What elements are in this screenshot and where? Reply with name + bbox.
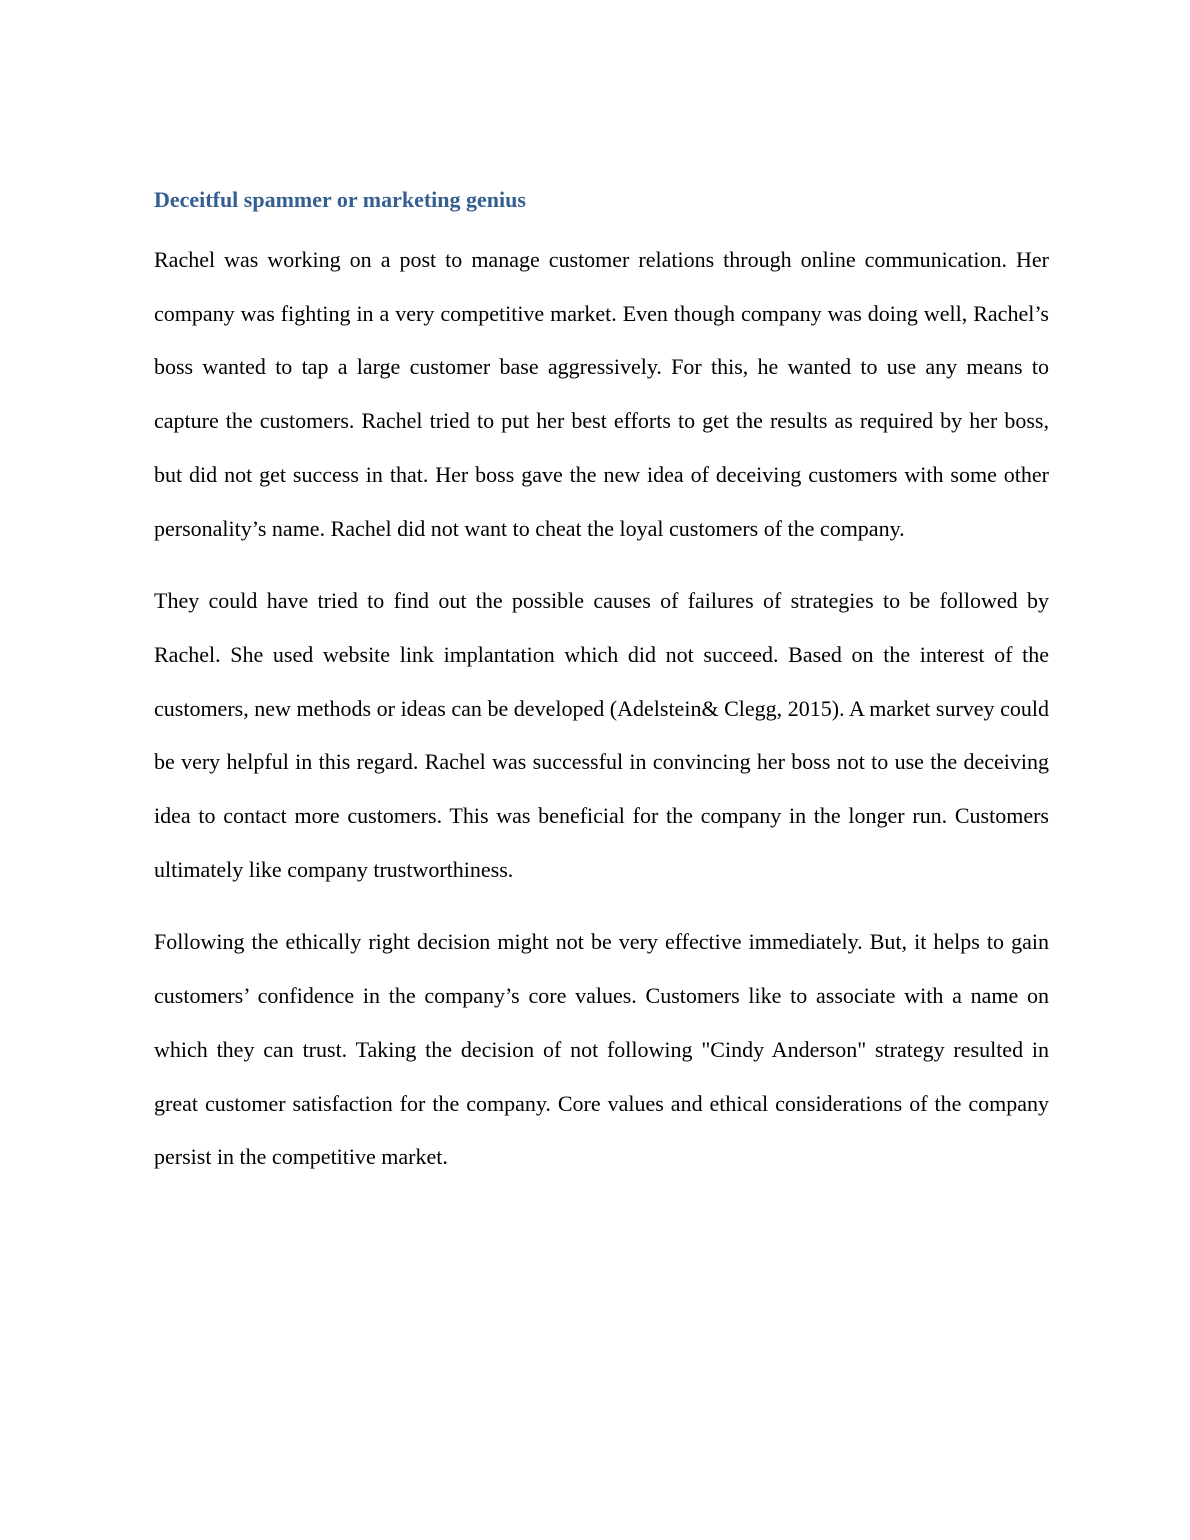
document-heading: Deceitful spammer or marketing genius bbox=[154, 187, 526, 212]
paragraph-3: Following the ethically right decision might not be very effective immediately. But, it helps to gain customers’ confidence in the company’s core values. Customers like to associate with a name on which they can trust. Taking the decision of not following "Cindy Anderson" strategy resulted in great customer satisfaction for the company. Core values and ethical considerations of the company persist in the competitive market. bbox=[154, 929, 1049, 1170]
document-body bbox=[154, 184, 1049, 1203]
paragraph-2: They could have tried to find out the possible causes of failures of strategies to be followed by Rachel. She used website link implantation which did not succeed. Based on the interest of the customers, new methods or ideas can be developed (Adelstein& Clegg, 2015). A market survey could be very helpful in this regard. Rachel was successful in convincing her boss not to use the deceiving idea to contact more customers. This was beneficial for the company in the longer run. Customers ultimately like company trustworthiness. bbox=[154, 588, 1049, 882]
paragraph-1: Rachel was working on a post to manage customer relations through online communication. Her company was fighting in a very competitive market. Even though company was doing well, Rachel’s boss wanted to tap a large customer base aggressively. For this, he wanted to use any means to capture the customers. Rachel tried to put her best efforts to get the results as required by her boss, but did not get success in that. Her boss gave the new idea of deceiving customers with some other personality’s name. Rachel did not want to cheat the loyal customers of the company. bbox=[154, 247, 1049, 541]
